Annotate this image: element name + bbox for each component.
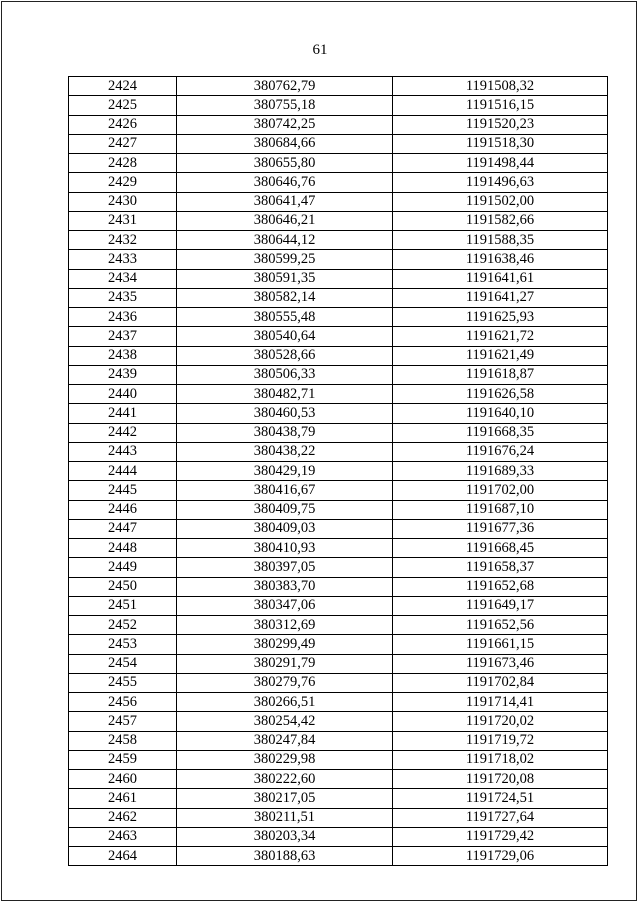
y-coordinate-cell: 1191516,15 xyxy=(393,96,608,115)
table-row xyxy=(69,789,608,808)
y-coordinate-cell: 1191502,00 xyxy=(393,192,608,211)
table-row xyxy=(69,808,608,827)
y-coordinate-cell: 1191618,87 xyxy=(393,365,608,384)
x-coordinate-cell: 380299,49 xyxy=(177,635,393,654)
table-row xyxy=(69,269,608,288)
x-coordinate-cell: 380222,60 xyxy=(177,770,393,789)
y-coordinate-cell: 1191652,56 xyxy=(393,616,608,635)
y-coordinate-cell: 1191729,06 xyxy=(393,847,608,866)
table-row xyxy=(69,173,608,192)
table-row xyxy=(69,596,608,615)
y-coordinate-cell: 1191727,64 xyxy=(393,808,608,827)
point-number-cell: 2454 xyxy=(69,654,177,673)
table-row xyxy=(69,847,608,866)
table-row xyxy=(69,616,608,635)
y-coordinate-cell: 1191720,02 xyxy=(393,712,608,731)
x-coordinate-cell: 380266,51 xyxy=(177,693,393,712)
x-coordinate-cell: 380291,79 xyxy=(177,654,393,673)
y-coordinate-cell: 1191641,61 xyxy=(393,269,608,288)
y-coordinate-cell: 1191508,32 xyxy=(393,77,608,96)
x-coordinate-cell: 380229,98 xyxy=(177,750,393,769)
x-coordinate-cell: 380599,25 xyxy=(177,250,393,269)
table-row xyxy=(69,385,608,404)
table-row xyxy=(69,558,608,577)
table-row xyxy=(69,134,608,153)
table-row xyxy=(69,712,608,731)
y-coordinate-cell: 1191649,17 xyxy=(393,596,608,615)
y-coordinate-cell: 1191724,51 xyxy=(393,789,608,808)
table-row xyxy=(69,423,608,442)
point-number-cell: 2442 xyxy=(69,423,177,442)
point-number-cell: 2440 xyxy=(69,385,177,404)
table-row xyxy=(69,750,608,769)
y-coordinate-cell: 1191638,46 xyxy=(393,250,608,269)
x-coordinate-cell: 380755,18 xyxy=(177,96,393,115)
point-number-cell: 2461 xyxy=(69,789,177,808)
point-number-cell: 2436 xyxy=(69,308,177,327)
table-row xyxy=(69,192,608,211)
point-number-cell: 2458 xyxy=(69,731,177,750)
y-coordinate-cell: 1191702,00 xyxy=(393,481,608,500)
point-number-cell: 2439 xyxy=(69,365,177,384)
x-coordinate-cell: 380254,42 xyxy=(177,712,393,731)
x-coordinate-cell: 380211,51 xyxy=(177,808,393,827)
table-row xyxy=(69,500,608,519)
y-coordinate-cell: 1191718,02 xyxy=(393,750,608,769)
x-coordinate-cell: 380409,03 xyxy=(177,519,393,538)
y-coordinate-cell: 1191520,23 xyxy=(393,115,608,134)
y-coordinate-cell: 1191621,72 xyxy=(393,327,608,346)
table-row xyxy=(69,693,608,712)
point-number-cell: 2435 xyxy=(69,288,177,307)
table-row xyxy=(69,115,608,134)
y-coordinate-cell: 1191652,68 xyxy=(393,577,608,596)
x-coordinate-cell: 380742,25 xyxy=(177,115,393,134)
y-coordinate-cell: 1191719,72 xyxy=(393,731,608,750)
y-coordinate-cell: 1191498,44 xyxy=(393,154,608,173)
x-coordinate-cell: 380383,70 xyxy=(177,577,393,596)
x-coordinate-cell: 380540,64 xyxy=(177,327,393,346)
point-number-cell: 2438 xyxy=(69,346,177,365)
point-number-cell: 2449 xyxy=(69,558,177,577)
x-coordinate-cell: 380582,14 xyxy=(177,288,393,307)
table-row xyxy=(69,327,608,346)
table-row xyxy=(69,539,608,558)
x-coordinate-cell: 380438,79 xyxy=(177,423,393,442)
point-number-cell: 2453 xyxy=(69,635,177,654)
x-coordinate-cell: 380188,63 xyxy=(177,847,393,866)
point-number-cell: 2425 xyxy=(69,96,177,115)
x-coordinate-cell: 380279,76 xyxy=(177,673,393,692)
table-row xyxy=(69,827,608,846)
table-row xyxy=(69,288,608,307)
table-row xyxy=(69,462,608,481)
point-number-cell: 2427 xyxy=(69,134,177,153)
x-coordinate-cell: 380409,75 xyxy=(177,500,393,519)
table-row xyxy=(69,442,608,461)
table-row xyxy=(69,635,608,654)
x-coordinate-cell: 380416,67 xyxy=(177,481,393,500)
y-coordinate-cell: 1191582,66 xyxy=(393,211,608,230)
x-coordinate-cell: 380684,66 xyxy=(177,134,393,153)
point-number-cell: 2432 xyxy=(69,231,177,250)
x-coordinate-cell: 380644,12 xyxy=(177,231,393,250)
y-coordinate-cell: 1191720,08 xyxy=(393,770,608,789)
table-row xyxy=(69,96,608,115)
point-number-cell: 2457 xyxy=(69,712,177,731)
point-number-cell: 2431 xyxy=(69,211,177,230)
y-coordinate-cell: 1191676,24 xyxy=(393,442,608,461)
point-number-cell: 2447 xyxy=(69,519,177,538)
table-row xyxy=(69,481,608,500)
y-coordinate-cell: 1191621,49 xyxy=(393,346,608,365)
y-coordinate-cell: 1191714,41 xyxy=(393,693,608,712)
point-number-cell: 2430 xyxy=(69,192,177,211)
x-coordinate-cell: 380312,69 xyxy=(177,616,393,635)
point-number-cell: 2441 xyxy=(69,404,177,423)
point-number-cell: 2446 xyxy=(69,500,177,519)
x-coordinate-cell: 380591,35 xyxy=(177,269,393,288)
point-number-cell: 2448 xyxy=(69,539,177,558)
y-coordinate-cell: 1191689,33 xyxy=(393,462,608,481)
y-coordinate-cell: 1191640,10 xyxy=(393,404,608,423)
point-number-cell: 2462 xyxy=(69,808,177,827)
table-row xyxy=(69,154,608,173)
x-coordinate-cell: 380528,66 xyxy=(177,346,393,365)
point-number-cell: 2426 xyxy=(69,115,177,134)
table-row xyxy=(69,404,608,423)
x-coordinate-cell: 380397,05 xyxy=(177,558,393,577)
table-row xyxy=(69,77,608,96)
x-coordinate-cell: 380646,76 xyxy=(177,173,393,192)
page-number: 61 xyxy=(312,42,328,58)
y-coordinate-cell: 1191641,27 xyxy=(393,288,608,307)
point-number-cell: 2452 xyxy=(69,616,177,635)
y-coordinate-cell: 1191702,84 xyxy=(393,673,608,692)
point-number-cell: 2450 xyxy=(69,577,177,596)
y-coordinate-cell: 1191687,10 xyxy=(393,500,608,519)
y-coordinate-cell: 1191658,37 xyxy=(393,558,608,577)
table-row xyxy=(69,770,608,789)
x-coordinate-cell: 380641,47 xyxy=(177,192,393,211)
point-number-cell: 2463 xyxy=(69,827,177,846)
x-coordinate-cell: 380655,80 xyxy=(177,154,393,173)
point-number-cell: 2451 xyxy=(69,596,177,615)
y-coordinate-cell: 1191729,42 xyxy=(393,827,608,846)
table-row xyxy=(69,519,608,538)
point-number-cell: 2445 xyxy=(69,481,177,500)
x-coordinate-cell: 380410,93 xyxy=(177,539,393,558)
coordinates-table-body xyxy=(69,77,608,866)
point-number-cell: 2444 xyxy=(69,462,177,481)
y-coordinate-cell: 1191588,35 xyxy=(393,231,608,250)
point-number-cell: 2456 xyxy=(69,693,177,712)
point-number-cell: 2437 xyxy=(69,327,177,346)
point-number-cell: 2464 xyxy=(69,847,177,866)
x-coordinate-cell: 380217,05 xyxy=(177,789,393,808)
y-coordinate-cell: 1191496,63 xyxy=(393,173,608,192)
x-coordinate-cell: 380646,21 xyxy=(177,211,393,230)
coordinates-table xyxy=(68,76,608,866)
x-coordinate-cell: 380506,33 xyxy=(177,365,393,384)
x-coordinate-cell: 380203,34 xyxy=(177,827,393,846)
point-number-cell: 2459 xyxy=(69,750,177,769)
table-row xyxy=(69,250,608,269)
point-number-cell: 2443 xyxy=(69,442,177,461)
y-coordinate-cell: 1191673,46 xyxy=(393,654,608,673)
x-coordinate-cell: 380482,71 xyxy=(177,385,393,404)
x-coordinate-cell: 380555,48 xyxy=(177,308,393,327)
table-row xyxy=(69,308,608,327)
table-row xyxy=(69,673,608,692)
x-coordinate-cell: 380347,06 xyxy=(177,596,393,615)
x-coordinate-cell: 380762,79 xyxy=(177,77,393,96)
point-number-cell: 2455 xyxy=(69,673,177,692)
point-number-cell: 2460 xyxy=(69,770,177,789)
point-number-cell: 2429 xyxy=(69,173,177,192)
y-coordinate-cell: 1191668,45 xyxy=(393,539,608,558)
point-number-cell: 2433 xyxy=(69,250,177,269)
table-row xyxy=(69,654,608,673)
y-coordinate-cell: 1191661,15 xyxy=(393,635,608,654)
table-row xyxy=(69,365,608,384)
y-coordinate-cell: 1191626,58 xyxy=(393,385,608,404)
point-number-cell: 2424 xyxy=(69,77,177,96)
table-row xyxy=(69,731,608,750)
point-number-cell: 2434 xyxy=(69,269,177,288)
x-coordinate-cell: 380460,53 xyxy=(177,404,393,423)
x-coordinate-cell: 380429,19 xyxy=(177,462,393,481)
table-row xyxy=(69,211,608,230)
x-coordinate-cell: 380247,84 xyxy=(177,731,393,750)
table-row xyxy=(69,346,608,365)
table-row xyxy=(69,231,608,250)
y-coordinate-cell: 1191518,30 xyxy=(393,134,608,153)
table-row xyxy=(69,577,608,596)
point-number-cell: 2428 xyxy=(69,154,177,173)
y-coordinate-cell: 1191625,93 xyxy=(393,308,608,327)
y-coordinate-cell: 1191677,36 xyxy=(393,519,608,538)
y-coordinate-cell: 1191668,35 xyxy=(393,423,608,442)
x-coordinate-cell: 380438,22 xyxy=(177,442,393,461)
